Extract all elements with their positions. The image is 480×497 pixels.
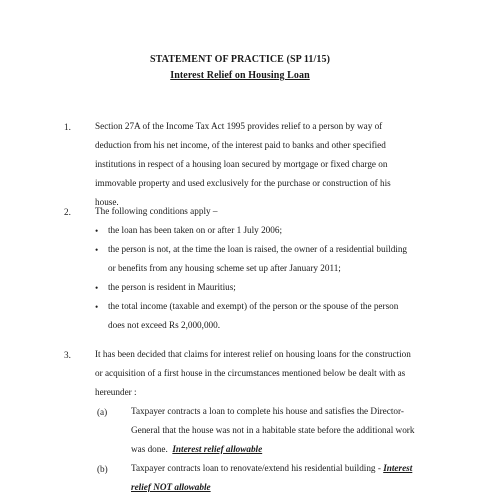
item-b-line	[131, 459, 421, 478]
condition-line: the person is not, at the time the loan is raised, the owner of a residential building	[108, 244, 408, 254]
condition-line: does not exceed Rs 2,000,000.	[108, 320, 221, 330]
section-3-text	[95, 345, 417, 402]
item-b-text	[131, 459, 421, 497]
item-b-letter: (b)	[97, 464, 108, 474]
condition-line: the loan has been taken on or after 1 July 2006;	[108, 225, 283, 235]
section-1-line: deduction from his net income, of the interest paid to banks and other specified	[95, 140, 386, 150]
item-b-line-text: Taxpayer contracts loan to renovate/extend his residential building -	[131, 463, 381, 473]
condition-item	[108, 297, 420, 335]
section-1-line: immovable property and used exclusively for the purchase or construction of his	[95, 178, 391, 188]
bullet-icon: •	[95, 245, 99, 255]
condition-line: the person is resident in Mauritius;	[108, 282, 236, 292]
item-a-line: Taxpayer contracts a loan to complete his house and satisfies the Director-	[131, 406, 404, 416]
section-1-line: Section 27A of the Income Tax Act 1995 provides relief to a person by way of	[95, 121, 383, 131]
condition-item	[108, 221, 420, 240]
item-a-emphasis: Interest relief allowable	[172, 444, 263, 454]
section-1-line: institutions in respect of a housing loan secured by mortgage or fixed charge on	[95, 159, 388, 169]
bullet-icon: •	[95, 302, 99, 312]
item-a-line-last	[131, 440, 421, 459]
section-3-line: or acquisition of a first house in the circumstances mentioned below be dealt with as	[95, 368, 406, 378]
document-subtitle: Interest Relief on Housing Loan	[170, 70, 310, 81]
item-a-letter: (a)	[97, 407, 108, 417]
document-title: STATEMENT OF PRACTICE (SP 11/15)	[149, 54, 331, 65]
condition-line: or benefits from any housing scheme set up after January 2011;	[108, 263, 341, 273]
section-1-line: house.	[95, 197, 119, 207]
section-3-line: hereunder :	[95, 387, 137, 397]
item-a-text	[131, 402, 421, 459]
section-2-number: 2.	[64, 207, 71, 217]
bullet-icon: •	[95, 226, 99, 236]
item-b-emphasis-2: relief NOT allowable	[131, 482, 211, 492]
item-a-line: General that the house was not in a habitable state before the additional work	[131, 425, 415, 435]
section-2-intro: The following conditions apply –	[95, 206, 218, 216]
item-b-emphasis: Interest	[383, 463, 413, 473]
section-1-text	[95, 117, 417, 212]
item-b-line-2	[131, 478, 421, 497]
section-3-number: 3.	[64, 350, 71, 360]
section-1-number: 1.	[64, 122, 71, 132]
condition-item	[108, 278, 420, 297]
condition-item	[108, 240, 420, 278]
section-3-line: It has been decided that claims for interest relief on housing loans for the construction	[95, 349, 411, 359]
condition-line: the total income (taxable and exempt) of the person or the spouse of the person	[108, 301, 399, 311]
item-a-line-text: was done.	[131, 444, 168, 454]
bullet-icon: •	[95, 283, 99, 293]
